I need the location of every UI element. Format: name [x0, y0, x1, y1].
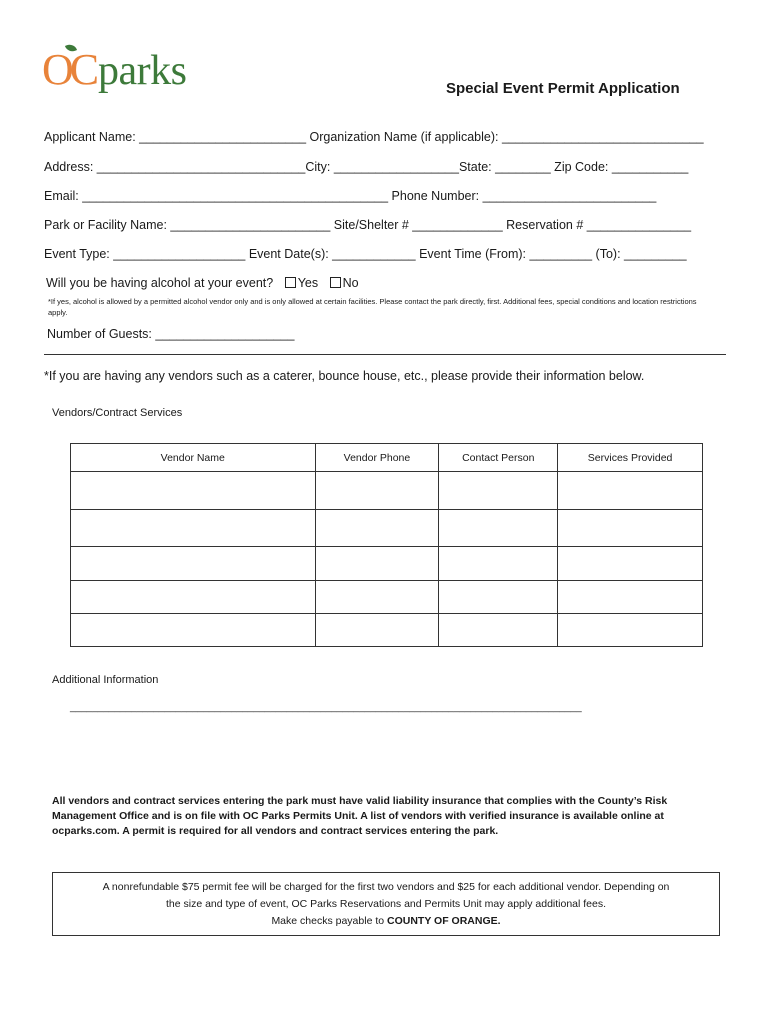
fee-line-1: A nonrefundable $75 permit fee will be charged for the first two vendors and $25 for each additional vendor. Depending on: [102, 881, 670, 893]
cell-input[interactable]: [558, 510, 703, 547]
ocparks-logo: [42, 44, 222, 100]
yes-label: Yes: [297, 276, 319, 290]
vendor-notice: *If you are having any vendors such as a caterer, bounce house, etc., please provide their information below.: [44, 369, 645, 383]
col-contact-person: Contact Person: [439, 444, 558, 472]
cell-input[interactable]: [558, 472, 703, 510]
payee-name: COUNTY OF ORANGE.: [387, 915, 501, 927]
address-line[interactable]: Address: ______________________________City: __________________State: ________ Zip Code: ___________: [44, 160, 689, 174]
park-site-line[interactable]: Park or Facility Name: _______________________ Site/Shelter # _____________ Reservation # _______________: [44, 218, 692, 232]
cell-input[interactable]: [439, 510, 558, 547]
cell-input[interactable]: [439, 581, 558, 614]
vendors-label: Vendors/Contract Services: [52, 407, 183, 419]
cell-input[interactable]: [558, 547, 703, 581]
insurance-notice: All vendors and contract services entering the park must have valid liability insurance that complies with the County’s Risk Management Office and is on file with OC Parks Permits Unit. A list of vendors with verified insurance is available online at ocparks.com. A permit is required for all vendors and contract services entering the park.: [52, 795, 668, 837]
table-row: [71, 547, 703, 581]
cell-input[interactable]: [71, 472, 316, 510]
logo-oc: OC: [42, 45, 96, 94]
additional-info-label: Additional Information: [52, 674, 159, 686]
cell-input[interactable]: [315, 472, 439, 510]
event-line[interactable]: Event Type: ___________________ Event Date(s): ____________ Event Time (From): _________ (To): _________: [44, 247, 687, 261]
alcohol-question-row: [46, 276, 359, 290]
cell-input[interactable]: [315, 510, 439, 547]
cell-input[interactable]: [315, 547, 439, 581]
fee-line-2: the size and type of event, OC Parks Reservations and Permits Unit may apply additional fees.: [165, 898, 607, 910]
cell-input[interactable]: [315, 581, 439, 614]
table-header-row: [71, 444, 703, 472]
vendor-table: [70, 443, 703, 647]
col-vendor-name: Vendor Name: [71, 444, 316, 472]
fee-line-3: [53, 913, 719, 930]
cell-input[interactable]: [71, 614, 316, 647]
additional-info-line[interactable]: ____________________________________________________________________________________________: [70, 702, 582, 713]
cell-input[interactable]: [439, 614, 558, 647]
guests-line[interactable]: Number of Guests: ____________________: [47, 327, 295, 341]
applicant-org-line[interactable]: Applicant Name: ________________________ Organization Name (if applicable): _____________________________: [44, 130, 704, 144]
cell-input[interactable]: [315, 614, 439, 647]
col-services-provided: Services Provided: [558, 444, 703, 472]
alcohol-note: *If yes, alcohol is allowed by a permitted alcohol vendor only and is only allowed at certain facilities. Please contact the park directly, first. Additional fees, special conditions and location restrictions apply.: [48, 297, 697, 317]
table-row: [71, 510, 703, 547]
cell-input[interactable]: [439, 472, 558, 510]
yes-checkbox[interactable]: [285, 277, 296, 288]
no-label: No: [342, 276, 359, 290]
email-phone-line[interactable]: Email: ____________________________________________ Phone Number: _________________________: [44, 189, 657, 203]
cell-input[interactable]: [439, 547, 558, 581]
divider: [44, 354, 726, 355]
fee-notice-box: [52, 872, 720, 936]
cell-input[interactable]: [71, 581, 316, 614]
table-row: [71, 581, 703, 614]
alcohol-question: Will you be having alcohol at your event?: [46, 276, 274, 290]
cell-input[interactable]: [558, 614, 703, 647]
no-checkbox[interactable]: [330, 277, 341, 288]
form-title: Special Event Permit Application: [446, 80, 680, 97]
table-row: [71, 614, 703, 647]
cell-input[interactable]: [71, 510, 316, 547]
cell-input[interactable]: [558, 581, 703, 614]
col-vendor-phone: Vendor Phone: [315, 444, 439, 472]
table-row: [71, 472, 703, 510]
cell-input[interactable]: [71, 547, 316, 581]
logo-parks: parks: [98, 48, 187, 94]
fee-line-3-prefix: Make checks payable to: [271, 915, 387, 927]
